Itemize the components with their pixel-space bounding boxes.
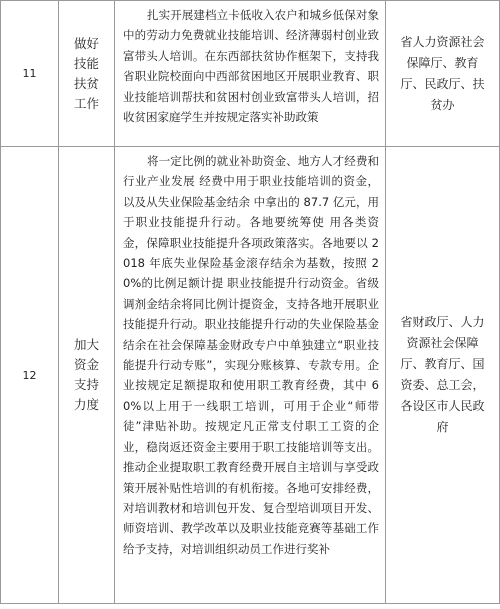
task-title-cell <box>58 146 115 604</box>
responsible-dept-cell <box>385 0 500 147</box>
responsible-departments: 省财政厅、人力资源社会保障厅、教育厅、国资委、总工会，各设区市人民政府 <box>400 315 485 434</box>
row-number: 12 <box>22 368 37 382</box>
row-number: 11 <box>22 67 37 80</box>
task-content: 扎实开展建档立卡低收入农户和城乡低保对象中的劳动力免费就业技能培训、经济薄弱村创业致富带头人培训。在东西部扶贫协作框架下，支持我省职业院校面向中西部贫困地区开展职业教育、职业技能培训帮扶和贫困村创业致富带头人培训，招收贫困家庭学生并按规定落实补助政策 <box>123 8 379 125</box>
responsible-departments: 省人力资源社会保障厅、教育厅、民政厅、扶贫办 <box>400 34 485 112</box>
task-title: 加大资金支持力度 <box>73 337 99 412</box>
task-content-cell <box>114 0 386 147</box>
task-content-cell <box>114 146 386 604</box>
task-title: 做好技能扶贫工作 <box>73 35 99 111</box>
task-content: 将一定比例的就业补助资金、地方人才经费和行业产业发展 经费中用于职业技能培训的资金，以及从失业保险基金结余 中拿出的 87.7 亿元，用于职业技能提升行动。各地要统筹使 用各类资金，保障职业技能提升各项政策落实。各地要以 2018 年底失业保险基金滚存结余为基数，按照 20%的比例足额计提 职业技能提升行动资金。省级调剂金结余将同比例计提资金，支持各地开展职业技能提升行动。职业技能提升行动的失业保险基金结余在社会保障基金财政专户中单独建立“职业技能提升行动专账”，实现分账核算、专款专用。企业按规定足额提取和使用职工教育经费，其中 60%以上用于一线职工培训，可用于企业“师带徒”津贴补助。按规定凡正常支付职工工资的企业，稳岗返还资金主要用于职工技能培训等支出。推动企业提取职工教育经费开展自主培训与享受政 策开展补贴性培训的有机衔接。各地可安排经费，对培训教材和培训包开发、复合型培训项目开发、师资培训、教学改革以及职业技能竞赛等基础工作给予支持，对培训组织动员工作进行奖补 <box>123 154 379 556</box>
responsible-dept-cell <box>385 146 500 604</box>
row-number-cell <box>0 146 59 604</box>
task-title-cell <box>58 0 115 147</box>
row-number-cell <box>0 0 59 147</box>
